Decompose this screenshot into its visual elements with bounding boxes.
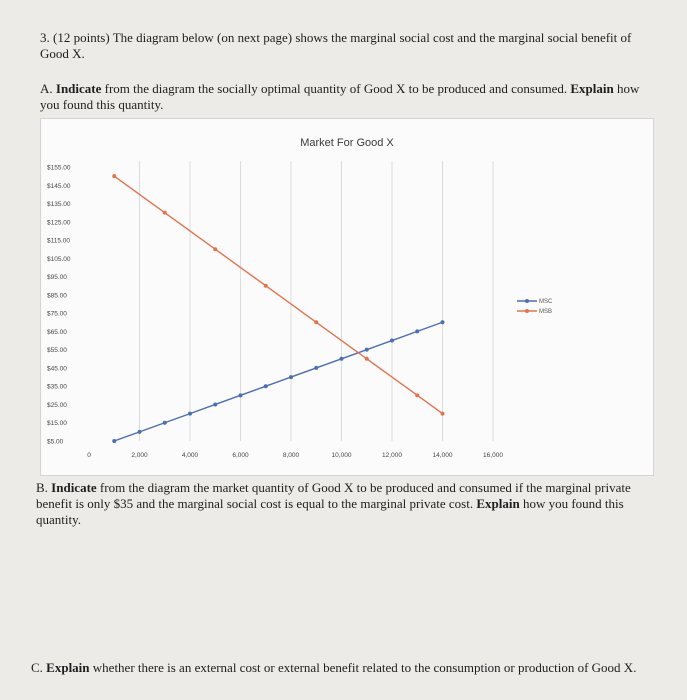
- msc-point: [239, 393, 243, 397]
- y-tick-label: $85.00: [47, 292, 67, 300]
- part-c-body-1: whether there is an external cost or external benefit related to the consumption or production of Good X.: [89, 660, 637, 675]
- msc-point: [390, 339, 394, 343]
- x-tick-label: 2,000: [131, 452, 148, 459]
- msc-point: [213, 402, 217, 406]
- part-b-text: [36, 480, 648, 528]
- msc-point: [415, 329, 419, 333]
- part-c-bold-explain: Explain: [46, 660, 90, 675]
- y-tick-label: $145.00: [47, 182, 71, 190]
- msc-point: [264, 384, 268, 388]
- msb-point: [415, 393, 419, 397]
- y-tick-label: $115.00: [47, 237, 71, 245]
- y-tick-label: $55.00: [47, 347, 67, 355]
- part-a-body-2: how you found this quantity.: [40, 81, 640, 112]
- y-tick-label: $135.00: [47, 201, 71, 209]
- msb-legend-marker: [525, 309, 529, 313]
- y-tick-label: $125.00: [47, 219, 71, 227]
- x-tick-label: 0: [87, 452, 91, 459]
- part-b-bold-explain: Explain: [476, 496, 520, 511]
- chart-grid: [140, 161, 494, 441]
- y-tick-label: $65.00: [47, 328, 67, 336]
- msb-point: [163, 211, 167, 215]
- part-b-body-2: how you found this quantity.: [36, 496, 624, 527]
- part-b-body-1: from the diagram the market quantity of Good X to be produced and consumed if the marginal private benefit is only $35 and the marginal social cost is equal to the marginal private cost.: [36, 480, 631, 511]
- part-b-prefix: B.: [36, 480, 52, 495]
- part-a-text: [40, 81, 650, 113]
- chart-legend: [517, 299, 553, 315]
- msb-point: [112, 174, 116, 178]
- chart-series: [112, 174, 444, 443]
- question-number: 3. (12 points): [40, 30, 110, 45]
- x-tick-label: 8,000: [282, 452, 300, 459]
- part-b-bold-indicate: Indicate: [51, 480, 97, 495]
- part-a-bold-explain: Explain: [570, 81, 614, 96]
- x-tick-label: 4,000: [181, 452, 199, 459]
- msc-point: [138, 430, 142, 434]
- part-a-bold-indicate: Indicate: [55, 81, 102, 96]
- y-tick-label: $15.00: [47, 420, 67, 428]
- chart-title: Market For Good X: [300, 137, 394, 149]
- x-tick-label: 12,000: [382, 452, 402, 459]
- part-a-prefix: A.: [40, 81, 56, 96]
- msb-point: [213, 247, 217, 251]
- part-a-body-1: from the diagram the socially optimal quantity of Good X to be produced and consumed.: [101, 81, 571, 96]
- msc-legend-marker: [525, 299, 529, 303]
- msc-point: [340, 357, 344, 361]
- msb-point: [441, 412, 445, 416]
- msc-point: [441, 320, 445, 324]
- x-tick-label: 16,000: [483, 452, 503, 459]
- x-tick-label: 10,000: [331, 452, 352, 459]
- msc-point: [163, 421, 167, 425]
- msc-legend-label: MSC: [539, 299, 553, 305]
- y-tick-label: $45.00: [47, 365, 67, 373]
- part-c-prefix: C.: [31, 660, 47, 675]
- x-tick-label: 14,000: [432, 452, 453, 459]
- market-chart: [40, 118, 654, 476]
- chart-svg: [41, 119, 653, 475]
- msc-point: [112, 439, 116, 443]
- msc-point: [365, 348, 369, 352]
- y-tick-label: $105.00: [47, 255, 71, 263]
- y-tick-label: $95.00: [47, 274, 67, 282]
- chart-axes: [47, 165, 503, 460]
- y-tick-label: $35.00: [47, 383, 67, 391]
- msc-point: [289, 375, 293, 379]
- msb-legend-label: MSB: [539, 309, 553, 315]
- x-tick-label: 6,000: [232, 452, 249, 459]
- part-c-text: [31, 660, 651, 676]
- question-3-intro: [40, 30, 650, 62]
- msb-point: [264, 284, 268, 288]
- question-intro-text: The diagram below (on next page) shows the marginal social cost and the marginal social benefit of Good X.: [40, 30, 632, 61]
- y-tick-label: $25.00: [47, 401, 67, 409]
- y-tick-label: $75.00: [47, 310, 67, 318]
- msb-point: [365, 357, 369, 361]
- msc-point: [314, 366, 318, 370]
- y-tick-label: $5.00: [47, 438, 64, 446]
- y-tick-label: $155.00: [47, 164, 71, 172]
- msc-point: [188, 412, 192, 416]
- msb-point: [314, 320, 318, 324]
